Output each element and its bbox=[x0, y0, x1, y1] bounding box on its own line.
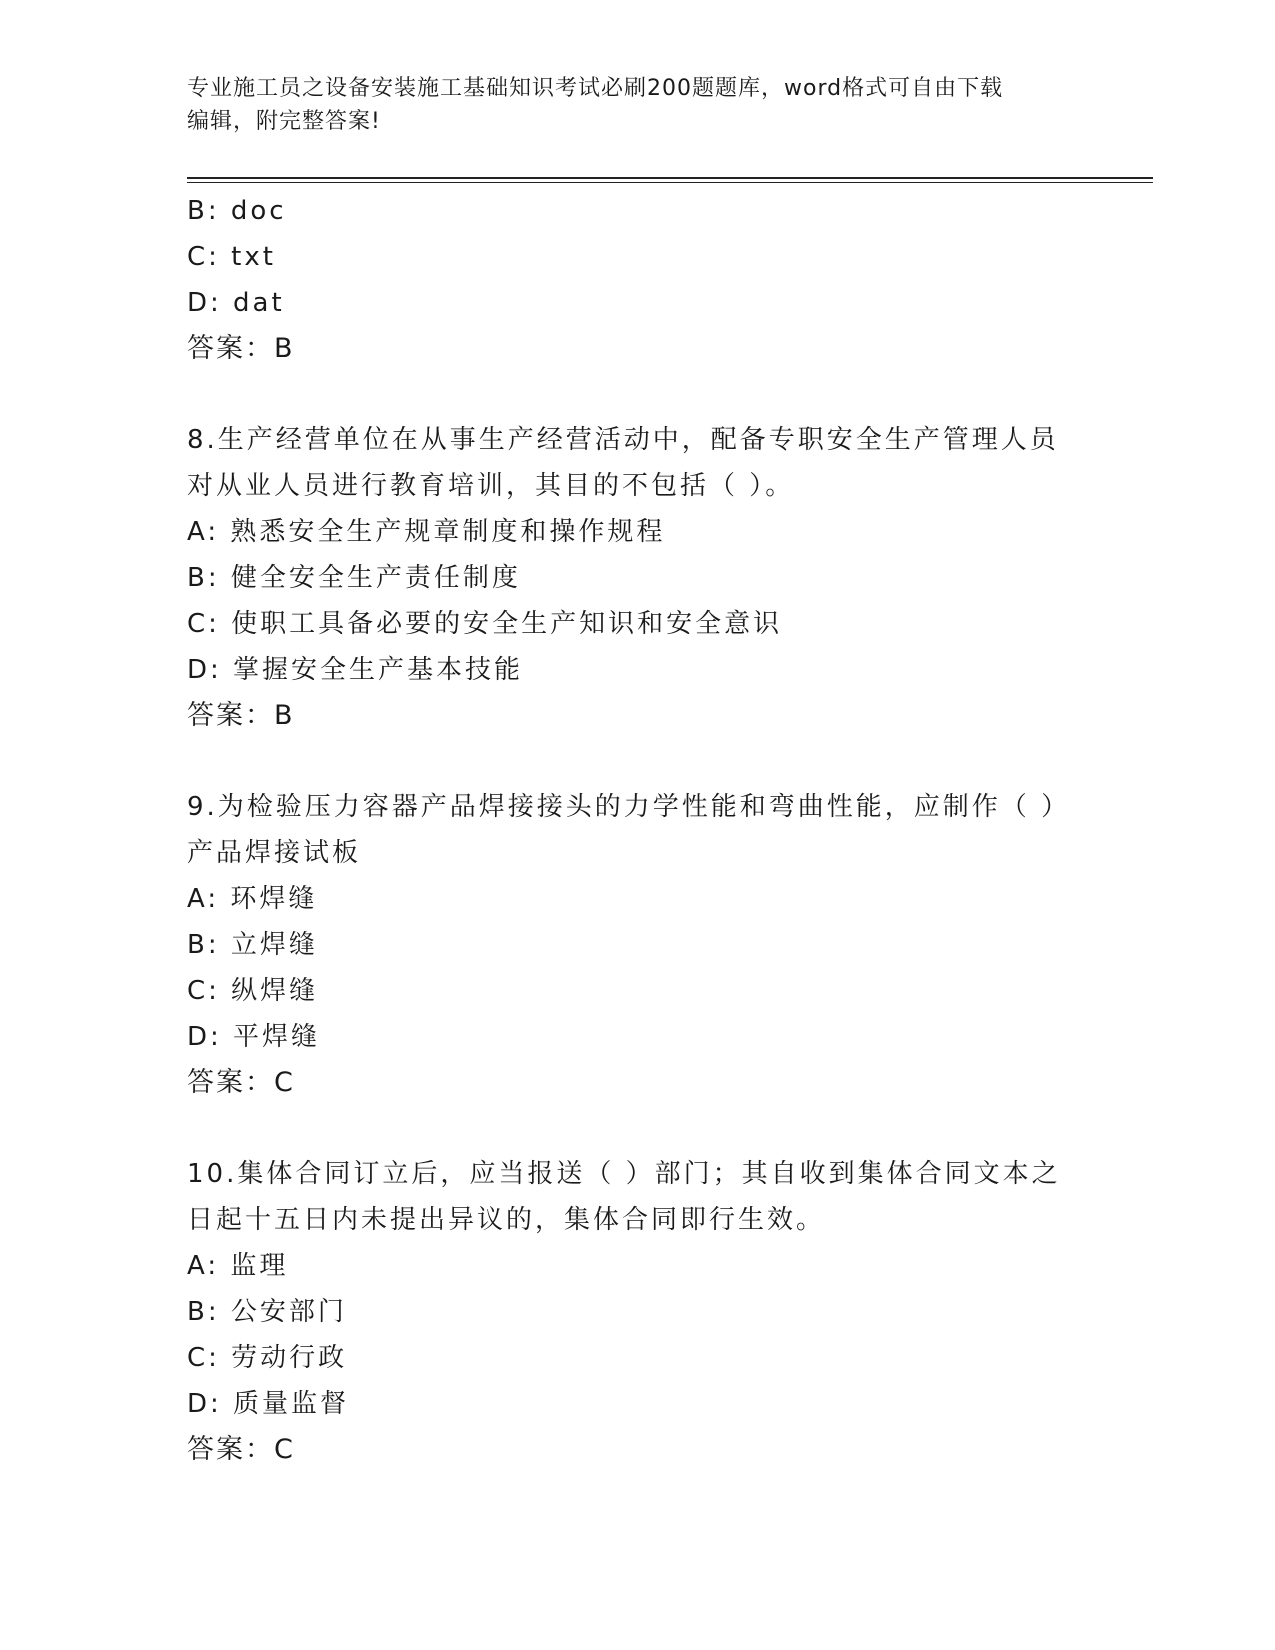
option-c: C: 使职工具备必要的安全生产知识和安全意识 bbox=[187, 609, 783, 639]
option-d: D: 掌握安全生产基本技能 bbox=[187, 655, 524, 685]
header-rule-thin bbox=[187, 182, 1153, 183]
question-block-9 bbox=[187, 784, 1087, 1106]
document-body bbox=[187, 188, 1087, 1473]
answer-line: 答案：B bbox=[187, 700, 295, 731]
document-header bbox=[187, 72, 1087, 138]
option-a: A: 熟悉安全生产规章制度和操作规程 bbox=[187, 517, 666, 547]
spacer bbox=[187, 739, 1087, 784]
answer-line: 答案：B bbox=[187, 333, 295, 364]
spacer bbox=[187, 1106, 1087, 1151]
answer-line: 答案：C bbox=[187, 1067, 295, 1098]
option-a: A: 监理 bbox=[187, 1251, 289, 1281]
question-stem: 9.为检验压力容器产品焊接接头的力学性能和弯曲性能，应制作（ ） bbox=[187, 792, 1071, 822]
question-stem: 产品焊接试板 bbox=[187, 838, 362, 868]
option-c: C: txt bbox=[187, 242, 276, 272]
question-block-10 bbox=[187, 1151, 1087, 1473]
header-line-1: 专业施工员之设备安装施工基础知识考试必刷200题题库，word格式可自由下载 bbox=[187, 76, 1004, 101]
answer-line: 答案：C bbox=[187, 1434, 295, 1465]
spacer bbox=[187, 372, 1087, 417]
question-block-8 bbox=[187, 417, 1087, 739]
option-b: B: 健全安全生产责任制度 bbox=[187, 563, 521, 593]
option-d: D: dat bbox=[187, 288, 285, 318]
header-line-2: 编辑，附完整答案! bbox=[187, 109, 381, 134]
option-a: A: 环焊缝 bbox=[187, 884, 318, 914]
header-rule-thick bbox=[187, 177, 1153, 179]
question-stem: 对从业人员进行教育培训，其目的不包括（ ）。 bbox=[187, 471, 795, 501]
question-block-partial bbox=[187, 188, 1087, 372]
question-stem: 10.集体合同订立后，应当报送（ ）部门；其自收到集体合同文本之 bbox=[187, 1159, 1061, 1189]
question-stem: 日起十五日内未提出异议的，集体合同即行生效。 bbox=[187, 1205, 826, 1235]
question-stem: 8.生产经营单位在从事生产经营活动中，配备专职安全生产管理人员 bbox=[187, 425, 1059, 455]
option-b: B: doc bbox=[187, 196, 287, 226]
option-c: C: 纵焊缝 bbox=[187, 976, 319, 1006]
option-d: D: 平焊缝 bbox=[187, 1022, 321, 1052]
option-b: B: 立焊缝 bbox=[187, 930, 318, 960]
option-c: C: 劳动行政 bbox=[187, 1343, 348, 1373]
option-b: B: 公安部门 bbox=[187, 1297, 347, 1327]
option-d: D: 质量监督 bbox=[187, 1389, 350, 1419]
